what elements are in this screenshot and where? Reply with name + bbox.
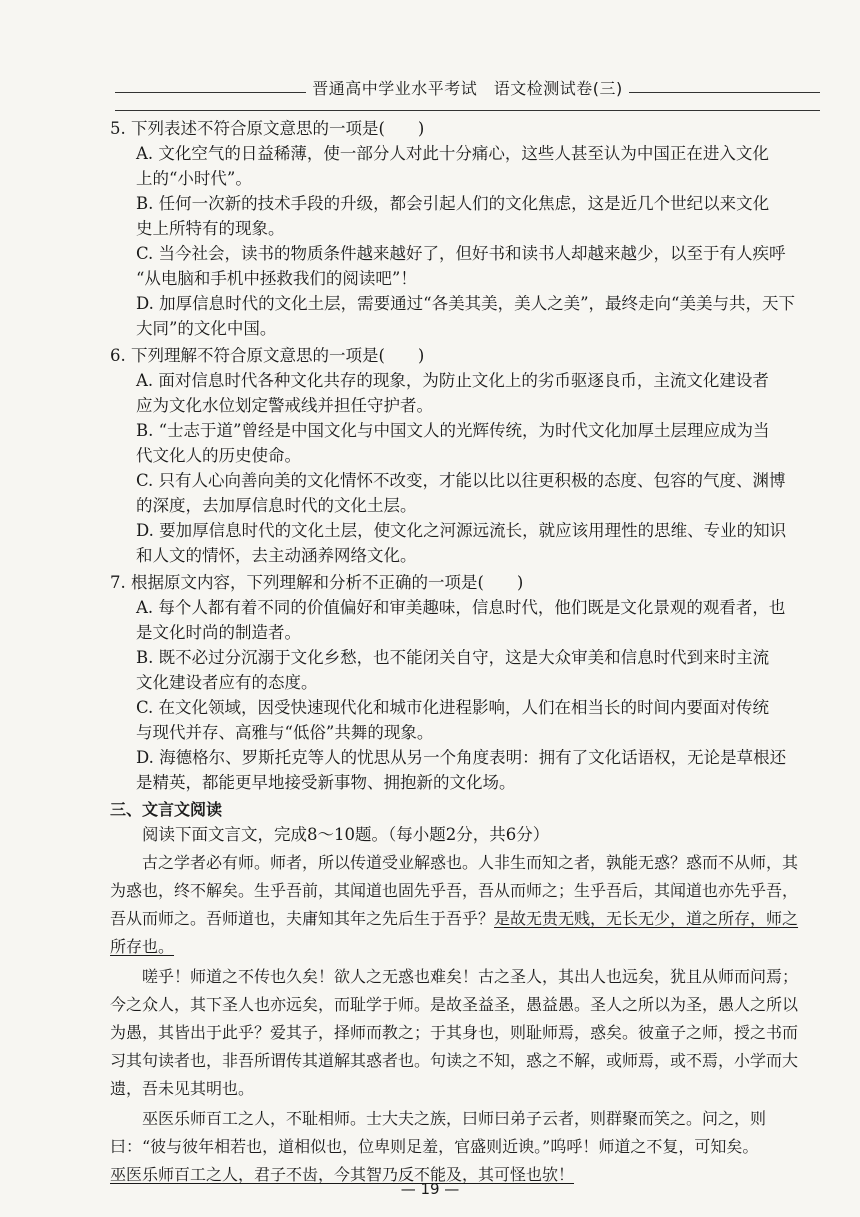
option-label: D.: [136, 748, 154, 767]
question-5-option-b: [110, 191, 810, 241]
passage-line: 古之学者必有师。师者，所以传道受业解惑也。人非生而知之者，孰能无惑？惑而不从: [142, 853, 751, 872]
passage-line: 先乎吾，吾从而师之。吾师道也，夫庸知其年之先后生于吾乎？: [110, 881, 799, 928]
header-rule-bottom: [115, 110, 820, 111]
option-line: 文化空气的日益稀薄，使一部分人对此十分痛心，这些人甚至认为中国正在进入文化: [158, 144, 769, 163]
question-6-option-b: [110, 418, 810, 468]
option-label: D.: [136, 521, 154, 540]
option-line: 只有人心向善向美的文化情怀不改变，才能以比以往更积极的态度、包容的气度、渊博: [158, 471, 786, 490]
question-7-option-b: [110, 645, 810, 695]
question-5-option-c: [110, 241, 810, 291]
classical-passage: [110, 849, 810, 1189]
question-7-option-c: [110, 695, 810, 745]
option-line: 任何一次新的技术手段的升级，都会引起人们的文化焦虑，这是近几个世纪以来文化: [158, 194, 770, 213]
option-line: 史上所特有的现象。: [136, 219, 285, 238]
question-5-stem: 5. 下列表述不符合原文意思的一项是( ): [110, 119, 425, 138]
underlined-sentence-1a: 是故无贵无贱，无长无少，道: [494, 909, 703, 928]
section-3-instruction: 阅读下面文言文，完成8～10题。（每小题2分，共6分）: [142, 825, 550, 844]
passage-paragraph-2: [110, 963, 810, 1103]
passage-line: 师，其为惑也，终不解矣。生乎吾前，其闻道也固先乎吾，吾从而师之；生乎吾后，其闻道也亦: [110, 853, 799, 900]
passage-line: 嗟乎！师道之不传也久矣！欲人之无惑也难矣！古之圣人，其出人也远矣，犹且从师而: [142, 967, 751, 986]
question-5: [110, 116, 810, 341]
option-label: C.: [136, 698, 154, 717]
option-label: B.: [136, 648, 154, 667]
question-7-option-a: [110, 595, 810, 645]
option-line: 上的“小时代”。: [136, 169, 252, 188]
option-label: A.: [136, 598, 154, 617]
option-label: D.: [136, 294, 154, 313]
question-6: [110, 343, 810, 568]
page-content: [110, 114, 810, 1189]
passage-paragraph-1: [110, 849, 810, 961]
option-line: 当今社会，读书的物质条件越来越好了，但好书和读书人却越来越少，以至于有人疾呼: [158, 244, 786, 263]
passage-line: 之师，授之书而习其句读者也，非吾所谓传其道解其惑者也。句读之不知，惑之不解，或师: [110, 1023, 799, 1070]
option-line: 的深度，去加厚信息时代的文化土层。: [136, 496, 417, 515]
passage-line: 焉，或不焉，小学而大遗，吾未见其明也。: [110, 1051, 799, 1098]
passage-line: 巫医乐师百工之人，不耻相师。士大夫之族，曰师曰弟子云者，则群聚而笑之。问之，则: [142, 1109, 767, 1128]
passage-line: 愚人之所以为愚，其皆出于此乎？爱其子，择师而教之；于其身也，则耻师焉，惑矣。彼童子: [110, 995, 799, 1042]
passage-line: 曰：“彼与彼年相若也，道相似也，位卑则足羞，官盛则近谀。”呜呼！师道之不复，可知矣。: [110, 1137, 759, 1156]
option-label: B.: [136, 421, 154, 440]
option-line: 海德格尔、罗斯托克等人的忧思从另一个角度表明：拥有了文化话语权，无论是草根还: [159, 748, 787, 767]
underlined-sentence-2: 巫医乐师百工之人，君子不齿，今其智乃反不能及，其可怪也欤！: [110, 1165, 575, 1184]
option-line: “从电脑和手机中拯救我们的阅读吧”！: [136, 269, 417, 288]
option-label: B.: [136, 194, 154, 213]
question-7: [110, 570, 810, 795]
question-5-option-d: [110, 291, 810, 341]
option-label: A.: [136, 144, 154, 163]
option-line: 代文化人的历史使命。: [136, 446, 301, 465]
underlined-sentence-1b: 之所存，师之所存也。: [110, 909, 799, 956]
option-line: 既不必过分沉溺于文化乡愁，也不能闭关自守，这是大众审美和信息时代到来时主流: [158, 648, 770, 667]
header-title: 晋通高中学业水平考试 语文检测试卷(三): [306, 76, 629, 99]
question-6-option-c: [110, 468, 810, 518]
section-3-title: 三、文言文阅读: [110, 800, 223, 819]
page-header: [115, 74, 820, 97]
option-line: 文化建设者应有的态度。: [136, 673, 318, 692]
option-line: 是文化时尚的制造者。: [136, 623, 301, 642]
option-label: C.: [136, 471, 154, 490]
passage-paragraph-3: [110, 1105, 810, 1161]
option-line: 面对信息时代各种文化共存的现象，为防止文化上的劣币驱逐良币，主流文化建设者: [158, 371, 769, 390]
option-label: A.: [136, 371, 154, 390]
option-line: 加厚信息时代的文化土层，需要通过“各美其美，美人之美”，最终走向“美美与共，天下: [159, 294, 795, 313]
option-line: 与现代并存、高雅与“低俗”共舞的现象。: [136, 723, 434, 742]
page-number: — 19 —: [400, 1180, 460, 1198]
option-line: “士志于道”曾经是中国文化与中国文人的光辉传统，为时代文化加厚土层理应成为当: [158, 421, 770, 440]
option-line: 应为文化水位划定警戒线并担任守护者。: [136, 396, 433, 415]
option-line: 在文化领域，因受快速现代化和城市化进程影响，人们在相当长的时间内要面对传统: [158, 698, 770, 717]
option-line: 和人文的情怀，去主动涵养网络文化。: [136, 546, 417, 565]
option-label: C.: [136, 244, 154, 263]
option-line: 要加厚信息时代的文化土层，使文化之河源远流长，就应该用理性的思维、专业的知识: [159, 521, 787, 540]
question-6-stem: 6. 下列理解不符合原文意思的一项是( ): [110, 346, 425, 365]
option-line: 每个人都有着不同的价值偏好和审美趣味，信息时代，他们既是文化景观的观看者，也: [158, 598, 786, 617]
option-line: 是精英，都能更早地接受新事物、拥抱新的文化场。: [136, 773, 516, 792]
question-7-option-d: [110, 745, 810, 795]
option-line: 大同”的文化中国。: [136, 319, 277, 338]
question-7-stem: 7. 根据原文内容，下列理解和分析不正确的一项是( ): [110, 573, 524, 592]
passage-line: 问焉；今之众人，其下圣人也亦远矣，而耻学于师。是故圣益圣，愚益愚。圣人之所以为圣，: [110, 967, 799, 1014]
question-5-option-a: [110, 141, 810, 191]
question-6-option-a: [110, 368, 810, 418]
question-6-option-d: [110, 518, 810, 568]
